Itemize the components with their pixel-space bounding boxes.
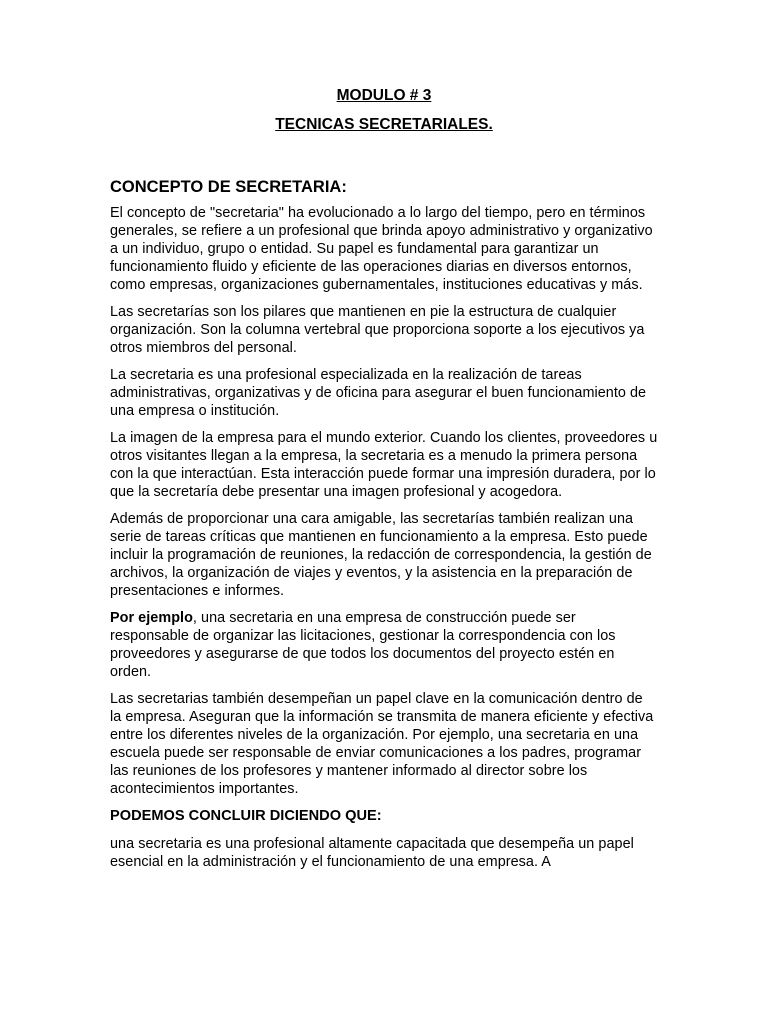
- paragraph-critical-tasks: Además de proporcionar una cara amigable, las secretarías también realizan una serie de tareas críticas que mantienen en funcionamiento a la empresa. Esto puede incluir la programación de reuniones, la redacción de correspondencia, la gestión de archivos, la organización de viajes y eventos, y la asistencia en la preparación de presentaciones e informes.: [110, 511, 652, 599]
- conclusion-heading: PODEMOS CONCLUIR DICIENDO QUE:: [110, 808, 382, 824]
- paragraph-concept: El concepto de "secretaria" ha evolucionado a lo largo del tiempo, pero en términos generales, se refiere a un profesional que brinda apoyo administrativo y organizativo a un individuo, grupo o entidad. Su papel es fundamental para garantizar un funcionamiento fluido y eficiente de las operaciones diarias en diversos entornos, como empresas, organizaciones gubernamentales, instituciones educativas y más.: [110, 205, 653, 293]
- paragraph-company-image: La imagen de la empresa para el mundo exterior. Cuando los clientes, proveedores u otros visitantes llegan a la empresa, la secretaria es a menudo la primera persona con la que interactúan. Esta interacción puede formar una impresión duradera, por lo que la secretaría debe presentar una imagen profesional y acogedora.: [110, 430, 658, 500]
- paragraph-specialist: La secretaria es una profesional especializada en la realización de tareas administrativas, organizativas y de oficina para asegurar el buen funcionamiento de una empresa o institución.: [110, 367, 647, 419]
- conclusion-text: una secretaria es una profesional altamente capacitada que desempeña un papel esencial en la administración y el funcionamiento de una empresa. A: [110, 836, 634, 870]
- paragraph-example: [110, 609, 658, 681]
- example-text: , una secretaria en una empresa de construcción puede ser responsable de organizar las licitaciones, gestionar la correspondencia con los proveedores y asegurarse de que todos los documentos del proyecto estén en orden.: [110, 610, 616, 680]
- document-page: [110, 86, 658, 880]
- example-lead: Por ejemplo: [110, 610, 193, 626]
- paragraph-communication: Las secretarias también desempeñan un papel clave en la comunicación dentro de la empresa. Aseguran que la información se transmita de manera eficiente y efectiva entre los diferentes niveles de la organización. Por ejemplo, una secretaria en una escuela puede ser responsable de enviar comunicaciones a los padres, programar las reuniones de los profesores y mantener informado al director sobre los acontecimientos importantes.: [110, 691, 654, 797]
- section-heading: CONCEPTO DE SECRETARIA:: [110, 178, 347, 196]
- module-label: MODULO # 3: [336, 87, 432, 104]
- paragraph-pillars: Las secretarías son los pilares que mantienen en pie la estructura de cualquier organización. Son la columna vertebral que proporciona soporte a los ejecutivos ya otros miembros del personal.: [110, 304, 645, 356]
- document-title: TECNICAS SECRETARIALES.: [275, 116, 493, 133]
